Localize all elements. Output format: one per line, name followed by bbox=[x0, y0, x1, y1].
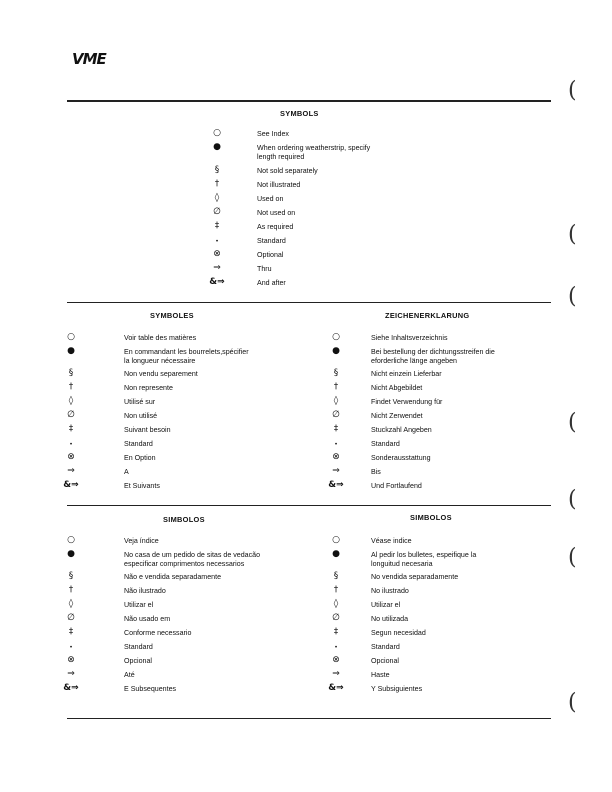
section-title: SYMBOLS bbox=[280, 109, 319, 118]
symbol-description: Conforme necessario bbox=[124, 629, 192, 637]
symbol-description: Bis bbox=[371, 468, 381, 476]
ampersand-arrow-icon: &⇒ bbox=[63, 683, 79, 693]
symbol-description: As required bbox=[257, 223, 294, 231]
dagger-icon: † bbox=[333, 382, 339, 392]
symbol-description: Y Subsiguientes bbox=[371, 685, 423, 693]
small-dot-icon: • bbox=[334, 441, 338, 448]
ampersand-arrow-icon: &⇒ bbox=[328, 480, 344, 490]
divider-top bbox=[67, 100, 551, 102]
symbol-description: Al pedir los bulletes, espeifique la bbox=[371, 551, 477, 559]
symbol-description: Non represente bbox=[124, 384, 173, 392]
circled-x-icon: ⊗ bbox=[332, 452, 340, 462]
symbol-description: Standard bbox=[257, 237, 286, 245]
section-sign-icon: § bbox=[68, 571, 74, 581]
divider-mid-2 bbox=[67, 505, 551, 506]
section-sign-icon: § bbox=[333, 368, 339, 378]
symbol-description: Suivant besoin bbox=[124, 426, 171, 434]
arrow-right-icon: ⇒ bbox=[213, 263, 221, 273]
double-dagger-icon: ‡ bbox=[214, 221, 220, 231]
symbol-description: Bei bestellung der dichtungsstreifen die bbox=[371, 348, 495, 356]
symbol-description: A bbox=[124, 468, 129, 476]
symbol-description: Sonderausstattung bbox=[371, 454, 431, 462]
open-circle-icon: ○ bbox=[67, 535, 75, 545]
symbol-description-line2: length required bbox=[257, 152, 305, 161]
symbol-description: No ilustrado bbox=[371, 587, 409, 595]
symbol-description: Opcional bbox=[124, 657, 152, 665]
symbol-description: And after bbox=[257, 279, 286, 287]
diamond-icon: ◊ bbox=[68, 396, 74, 406]
symbol-description: No vendida separadamente bbox=[371, 573, 459, 581]
symbol-description: Não usado em bbox=[124, 615, 171, 623]
symbol-description: Standard bbox=[371, 643, 400, 651]
dagger-icon: † bbox=[214, 179, 220, 189]
ampersand-arrow-icon: &⇒ bbox=[63, 480, 79, 490]
symbol-description: E Subsequentes bbox=[124, 685, 177, 693]
arrow-right-icon: ⇒ bbox=[332, 669, 340, 679]
filled-circle-icon: ● bbox=[332, 346, 340, 356]
open-circle-icon: ○ bbox=[332, 332, 340, 342]
diamond-icon: ◊ bbox=[68, 599, 74, 609]
symbol-description: No casa de um pedido de sitas de vedacão bbox=[124, 551, 261, 559]
symbol-description: Not illustrated bbox=[257, 181, 301, 189]
section-sign-icon: § bbox=[214, 165, 220, 175]
binder-mark: ( bbox=[568, 222, 577, 247]
double-dagger-icon: ‡ bbox=[333, 627, 339, 637]
binder-mark: ( bbox=[568, 690, 577, 715]
circled-x-icon: ⊗ bbox=[213, 249, 221, 259]
divider-bottom bbox=[67, 718, 551, 719]
symbol-description: Até bbox=[124, 671, 135, 679]
symbol-description: Utilizar el bbox=[124, 601, 154, 609]
symbol-description: Not used on bbox=[257, 209, 296, 217]
section-title: SYMBOLES bbox=[150, 311, 194, 320]
filled-circle-icon: ● bbox=[67, 549, 75, 559]
binder-mark: ( bbox=[568, 284, 577, 309]
binder-mark: ( bbox=[568, 487, 577, 512]
double-dagger-icon: ‡ bbox=[68, 424, 74, 434]
symbol-description: En commandant les bourrelets,spécifier bbox=[124, 348, 249, 356]
circled-x-icon: ⊗ bbox=[67, 655, 75, 665]
double-dagger-icon: ‡ bbox=[68, 627, 74, 637]
symbol-description: Haste bbox=[371, 671, 390, 679]
diamond-icon: ◊ bbox=[333, 599, 339, 609]
symbol-description: Findet Verwendung für bbox=[371, 398, 443, 406]
symbol-description: Non vendu separement bbox=[124, 370, 198, 378]
symbol-description: Opcional bbox=[371, 657, 399, 665]
small-dot-icon: • bbox=[334, 644, 338, 651]
section-title: ZEICHENERKLARUNG bbox=[385, 311, 470, 320]
symbol-description: No utilizada bbox=[371, 615, 409, 623]
symbol-description: Not sold separately bbox=[257, 167, 318, 175]
small-dot-icon: • bbox=[69, 644, 73, 651]
binder-mark: ( bbox=[568, 78, 577, 103]
open-circle-icon: ○ bbox=[213, 128, 221, 138]
symbol-description: Standard bbox=[371, 440, 400, 448]
symbol-description: Véase indice bbox=[371, 537, 412, 545]
symbol-description: Standard bbox=[124, 643, 153, 651]
symbol-description: Não ilustrado bbox=[124, 587, 166, 595]
section-title: SIMBOLOS bbox=[410, 513, 452, 522]
symbol-description: Used on bbox=[257, 195, 284, 203]
symbol-description-line2: la longueur nécessaire bbox=[124, 356, 196, 365]
filled-circle-icon: ● bbox=[67, 346, 75, 356]
symbol-description: See Index bbox=[257, 130, 289, 138]
arrow-right-icon: ⇒ bbox=[67, 669, 75, 679]
symbol-description: Und Fortlaufend bbox=[371, 482, 422, 490]
symbol-description: When ordering weatherstrip, specify bbox=[257, 144, 371, 152]
dagger-icon: † bbox=[68, 382, 74, 392]
symbol-description: Stuckzahl Angeben bbox=[371, 426, 432, 434]
empty-set-icon: ∅ bbox=[67, 410, 75, 420]
small-dot-icon: • bbox=[69, 441, 73, 448]
dagger-icon: † bbox=[333, 585, 339, 595]
open-circle-icon: ○ bbox=[67, 332, 75, 342]
symbol-description: Thru bbox=[257, 265, 272, 273]
symbol-description: Utilizar el bbox=[371, 601, 401, 609]
divider-mid-1 bbox=[67, 302, 551, 303]
circled-x-icon: ⊗ bbox=[332, 655, 340, 665]
symbol-description-line2: eforderliche länge angeben bbox=[371, 356, 457, 365]
diamond-icon: ◊ bbox=[214, 193, 220, 203]
section-title: SIMBOLOS bbox=[163, 515, 205, 524]
symbol-description-line2: especificar comprimentos necessarios bbox=[124, 559, 245, 568]
filled-circle-icon: ● bbox=[332, 549, 340, 559]
symbol-description: En Option bbox=[124, 454, 156, 462]
symbol-description: Não e vendida separadamente bbox=[124, 573, 222, 581]
diamond-icon: ◊ bbox=[333, 396, 339, 406]
arrow-right-icon: ⇒ bbox=[67, 466, 75, 476]
symbol-description: Utilisé sur bbox=[124, 398, 156, 406]
symbol-description: Voir table des matières bbox=[124, 334, 197, 342]
dagger-icon: † bbox=[68, 585, 74, 595]
small-dot-icon: • bbox=[215, 238, 219, 245]
filled-circle-icon: ● bbox=[213, 142, 221, 152]
ampersand-arrow-icon: &⇒ bbox=[328, 683, 344, 693]
arrow-right-icon: ⇒ bbox=[332, 466, 340, 476]
binder-mark: ( bbox=[568, 545, 577, 570]
symbol-description: Standard bbox=[124, 440, 153, 448]
empty-set-icon: ∅ bbox=[213, 207, 221, 217]
symbol-description: Nicht einzein Lieferbar bbox=[371, 370, 442, 378]
double-dagger-icon: ‡ bbox=[333, 424, 339, 434]
empty-set-icon: ∅ bbox=[332, 613, 340, 623]
empty-set-icon: ∅ bbox=[332, 410, 340, 420]
symbol-description: Et Suivants bbox=[124, 482, 160, 490]
section-sign-icon: § bbox=[333, 571, 339, 581]
vme-logo: VME bbox=[72, 50, 106, 68]
circled-x-icon: ⊗ bbox=[67, 452, 75, 462]
symbol-description: Siehe Inhaltsverzeichnis bbox=[371, 334, 448, 342]
empty-set-icon: ∅ bbox=[67, 613, 75, 623]
symbol-description: Nicht Abgebildet bbox=[371, 384, 423, 392]
symbol-description: Optional bbox=[257, 251, 284, 259]
ampersand-arrow-icon: &⇒ bbox=[209, 277, 225, 287]
binder-mark: ( bbox=[568, 410, 577, 435]
symbol-description: Segun necesidad bbox=[371, 629, 426, 637]
symbol-description: Nicht Zerwendet bbox=[371, 412, 423, 420]
symbol-description-line2: longuitud necesaria bbox=[371, 559, 433, 568]
open-circle-icon: ○ bbox=[332, 535, 340, 545]
symbol-description: Non utilisé bbox=[124, 412, 158, 420]
symbol-description: Veja índice bbox=[124, 537, 159, 545]
section-sign-icon: § bbox=[68, 368, 74, 378]
